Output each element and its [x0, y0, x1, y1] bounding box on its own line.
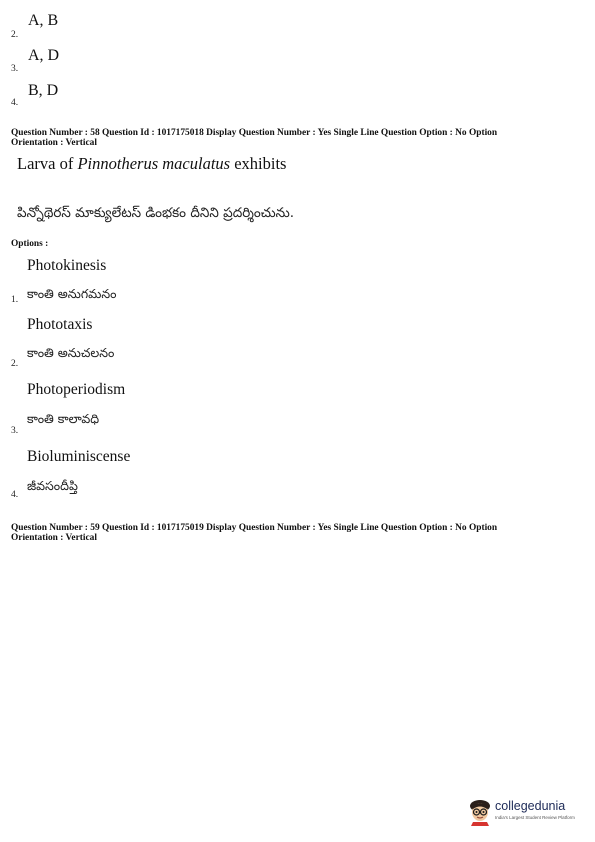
logo-tagline: India's Largest Student Review Platform: [495, 815, 575, 820]
question-58-header: [11, 128, 571, 148]
question-58-text-english: [17, 154, 286, 174]
option-2-number: 2.: [11, 359, 19, 369]
option-4-telugu: జీవసందీప్తి: [27, 478, 78, 493]
question-58-text-telugu: పిన్నోథెరస్ మాక్యులేటస్ డింభకం దీనిని ప్రదర్శించును.: [17, 205, 295, 221]
question-58-text-suffix: exhibits: [230, 154, 287, 173]
collegedunia-logo: [467, 796, 585, 830]
option-3-telugu: కాంతి కాలావధి: [27, 411, 100, 426]
question-58-text-prefix: Larva of: [17, 154, 78, 173]
question-58-header-line2: Orientation : Vertical: [11, 138, 97, 148]
prev-option-2-number: 2.: [11, 30, 19, 40]
prev-option-3-text: A, D: [28, 47, 60, 64]
option-1-telugu: కాంతి అనుగమనం: [27, 286, 117, 301]
question-59-header-line1: Question Number : 59 Question Id : 1017175019 Display Question Number : Yes Single Line Question Option : No Option: [11, 523, 498, 533]
prev-option-2-text: A, B: [28, 12, 59, 29]
option-2-telugu: కాంతి అనుచలనం: [27, 345, 115, 360]
question-59-header: [11, 523, 571, 543]
option-3-english: Photoperiodism: [27, 381, 126, 398]
option-4-number: 4.: [11, 490, 19, 500]
question-58-species-name: Pinnotherus maculatus: [77, 154, 231, 173]
question-59-header-line2: Orientation : Vertical: [11, 533, 97, 543]
prev-option-4-text: B, D: [28, 82, 59, 99]
student-mascot-icon: [467, 798, 493, 826]
prev-option-3-number: 3.: [11, 64, 19, 74]
options-label: Options :: [11, 239, 49, 249]
option-3-number: 3.: [11, 426, 19, 436]
option-4-english: Bioluminiscense: [27, 448, 131, 465]
option-1-number: 1.: [11, 295, 19, 305]
option-2-english: Phototaxis: [27, 316, 93, 333]
logo-name: collegedunia: [495, 799, 566, 813]
prev-option-4-number: 4.: [11, 98, 19, 108]
question-58-header-line1: Question Number : 58 Question Id : 1017175018 Display Question Number : Yes Single Line Question Option : No Option: [11, 128, 498, 138]
option-1-english: Photokinesis: [27, 257, 107, 274]
